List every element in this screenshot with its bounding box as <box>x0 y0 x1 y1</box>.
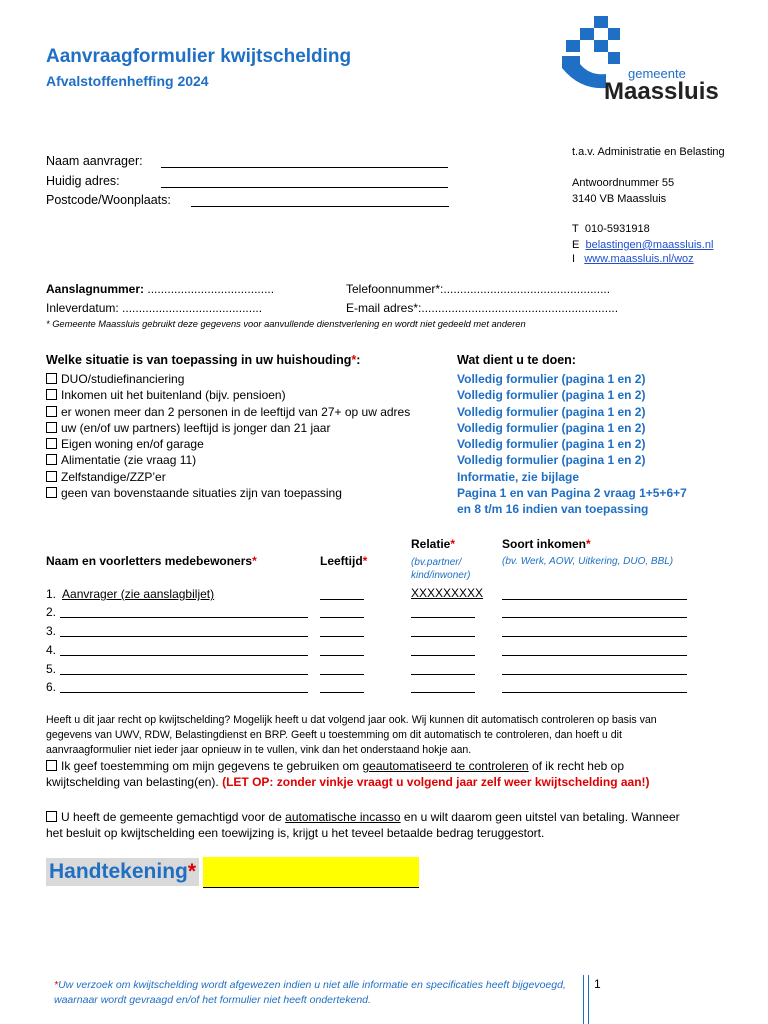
contact-antwoordnummer: Antwoordnummer 55 <box>572 177 675 189</box>
list-item[interactable] <box>46 452 410 468</box>
situatie-label: DUO/studiefinanciering <box>61 372 185 386</box>
table-row-number: 4. <box>46 643 57 657</box>
applicant-address-field[interactable] <box>161 175 448 188</box>
list-item[interactable] <box>46 485 410 501</box>
todo-item: Pagina 1 en van Pagina 2 vraag 1+5+6+7 <box>457 486 687 501</box>
checkbox[interactable] <box>46 389 57 400</box>
row-relatie-field[interactable] <box>411 680 475 693</box>
applicant-postcode-field[interactable] <box>191 194 449 207</box>
situatie-label: Zelfstandige/ZZP’er <box>61 469 166 484</box>
contact-attn: t.a.v. Administratie en Belasting <box>572 146 725 158</box>
row-inkomen-field[interactable] <box>502 624 687 637</box>
row-number: 1. <box>46 587 57 601</box>
consent-text-a: Ik geef toestemming om mijn gegevens te gebruiken om <box>61 759 363 773</box>
inlever-label: Inleverdatum: <box>46 301 119 315</box>
incasso-text-b: en u wilt daarom geen uitstel van betaling. Wanneer het besluit op kwijtschelding een toewijzing is, krijgt u het teveel betaalde bedrag teruggestort. <box>46 810 680 840</box>
footer-text: Uw verzoek om kwijtschelding wordt afgewezen indien u niet alle informatie en specificaties heeft bijgevoegd, waarnaar wordt gevraagd en/of het formulier niet heeft ondertekend. <box>54 979 566 1006</box>
required-star: * <box>252 554 257 568</box>
checkbox[interactable] <box>46 487 57 498</box>
todo-item-extra: en 8 t/m 16 indien van toepassing <box>457 502 649 517</box>
situatie-label: Inkomen uit het buitenland (bijv. pensioen) <box>61 388 286 403</box>
todo-list <box>457 371 687 518</box>
situatie-label: Eigen woning en/of garage <box>61 437 204 452</box>
privacy-note: * Gemeente Maassluis gebruikt deze gegevens voor aanvullende dienstverlening en wordt niet gedeeld met anderen <box>46 319 526 329</box>
applicant-address-label: Huidig adres: <box>46 174 120 188</box>
row-age-field[interactable] <box>320 662 364 675</box>
todo-item: Volledig formulier (pagina 1 en 2) <box>457 404 646 419</box>
row-name-field[interactable] <box>60 662 308 675</box>
consent-warning: (LET OP: zonder vinkje vraagt u volgend jaar zelf weer kwijtschelding aan!) <box>222 775 650 789</box>
row-name-field[interactable] <box>60 624 308 637</box>
row-age-field[interactable] <box>320 680 364 693</box>
page-subtitle: Afvalstoffenheffing 2024 <box>46 73 209 89</box>
page-number: 1 <box>594 977 601 991</box>
col-relatie-header <box>411 537 455 551</box>
list-item[interactable] <box>46 404 410 420</box>
tel-label: Telefoonnummer*: <box>346 282 444 296</box>
required-star: * <box>362 554 368 568</box>
row-relatie-field[interactable] <box>411 624 475 637</box>
todo-item: Volledig formulier (pagina 1 en 2) <box>457 453 646 468</box>
footer-note <box>54 978 574 1008</box>
row-relatie-value: XXXXXXXXX <box>411 586 484 600</box>
list-item[interactable] <box>46 371 410 387</box>
checkbox[interactable] <box>46 422 57 433</box>
web-prefix: I <box>572 253 576 265</box>
email-dots: ........................................................... <box>421 301 619 315</box>
row-age-field[interactable] <box>320 587 364 600</box>
signature-label-text: Handtekening <box>49 860 188 883</box>
applicant-name-label: Naam aanvrager: <box>46 154 143 168</box>
checkbox[interactable] <box>46 406 57 417</box>
row-age-field[interactable] <box>320 605 364 618</box>
contact-postcode: 3140 VB Maassluis <box>572 193 667 205</box>
todo-item: Volledig formulier (pagina 1 en 2) <box>457 420 646 435</box>
contact-phone <box>572 223 650 235</box>
aanslag-field[interactable] <box>46 282 274 296</box>
row-name-field[interactable] <box>60 605 308 618</box>
consent-link: geautomatiseerd te controleren <box>362 759 529 773</box>
checkbox[interactable] <box>46 811 57 822</box>
footer-divider <box>583 975 589 1024</box>
checkbox[interactable] <box>46 471 57 482</box>
col-age-header <box>320 554 367 568</box>
table-row-number: 6. <box>46 680 57 694</box>
email-field[interactable] <box>346 301 618 315</box>
col-inkomen-hint: (bv. Werk, AOW, Uitkering, DUO, BBL) <box>502 556 674 567</box>
required-star: * <box>586 537 591 551</box>
situatie-label: uw (en/of uw partners) leeftijd is jonger dan 21 jaar <box>61 420 331 435</box>
phone-number: 010-5931918 <box>584 223 650 235</box>
row-age-field[interactable] <box>320 624 364 637</box>
situatie-label: er wonen meer dan 2 personen in de leeftijd van 27+ op uw adres <box>61 404 411 419</box>
list-item[interactable] <box>46 387 410 403</box>
contact-web <box>572 253 694 265</box>
gemeente-logo <box>560 16 740 108</box>
email-label: E-mail adres*: <box>346 301 422 315</box>
applicant-postcode-label: Postcode/Woonplaats: <box>46 193 171 207</box>
checkbox[interactable] <box>46 373 57 384</box>
row-name-field[interactable] <box>60 680 308 693</box>
logo-gemeente-text: gemeente <box>628 66 686 81</box>
col-name-header <box>46 554 257 568</box>
incasso-text-a: U heeft de gemeente gemachtigd voor de <box>61 810 286 824</box>
row-inkomen-field[interactable] <box>502 587 687 600</box>
checkbox[interactable] <box>46 438 57 449</box>
required-star: * <box>450 537 456 551</box>
consent-paragraph: Heeft u dit jaar recht op kwijtschelding? Mogelijk heeft u dat volgend jaar ook. Wij kunnen dit automatisch controleren op basis van gegevens van UWV, RDW, Belastingdienst en BRP. Geeft u toestemming om dit automatisch te controleren, dan hoeft u dit aanvraagformulier niet ieder jaar opnieuw in te vullen, vink dan het onderstaand hokje aan. <box>46 714 657 756</box>
aanslag-dots: ...................................... <box>147 282 275 296</box>
todo-item: Volledig formulier (pagina 1 en 2) <box>457 388 646 403</box>
row-name-field[interactable] <box>60 643 308 656</box>
tel-field[interactable] <box>346 282 610 296</box>
list-item[interactable] <box>46 420 410 436</box>
required-star: * <box>351 353 357 367</box>
table-row-number: 5. <box>46 662 57 676</box>
todo-item: Volledig formulier (pagina 1 en 2) <box>457 372 646 386</box>
todo-heading: Wat dient u te doen: <box>457 353 576 367</box>
web-link[interactable]: www.maassluis.nl/woz <box>584 253 694 265</box>
row-inkomen-field[interactable] <box>502 680 687 693</box>
email-link[interactable]: belastingen@maassluis.nl <box>585 239 714 251</box>
row-inkomen-field[interactable] <box>502 643 687 656</box>
aanslag-label: Aanslagnummer: <box>46 282 145 296</box>
consent-text-b: of ik recht heb op kwijtschelding van belasting(en). <box>46 759 624 789</box>
consent-checkbox-item[interactable] <box>46 758 696 790</box>
col-name-label: Naam en voorletters medebewoners <box>46 554 253 568</box>
col-inkomen-header <box>502 537 591 551</box>
table-row-number: 2. <box>46 605 57 619</box>
col-age-label: Leeftijd <box>320 554 363 568</box>
list-item[interactable] <box>46 436 410 452</box>
row-relatie-field[interactable] <box>411 662 475 675</box>
incasso-link: automatische incasso <box>285 810 401 824</box>
list-item[interactable] <box>46 469 410 485</box>
situatie-colon: : <box>356 353 361 367</box>
col-relatie-hint: (bv.partner/ kind/inwoner) <box>411 557 471 581</box>
col-relatie-label: Relatie <box>411 537 451 551</box>
tel-dots: .................................................. <box>443 282 611 296</box>
row-relatie-field[interactable] <box>411 605 475 618</box>
signature-block <box>46 856 419 888</box>
phone-prefix: T <box>572 223 579 235</box>
inlever-dots: .......................................... <box>122 301 263 315</box>
checkbox[interactable] <box>46 454 57 465</box>
row-inkomen-field[interactable] <box>502 662 687 675</box>
col-inkomen-label: Soort inkomen <box>502 537 587 551</box>
row-inkomen-field[interactable] <box>502 605 687 618</box>
situatie-label: geen van bovenstaande situaties zijn van toepassing <box>61 486 342 501</box>
contact-email <box>572 239 713 251</box>
required-star: * <box>54 979 59 991</box>
row-name-aanvrager: Aanvrager (zie aanslagbiljet) <box>62 587 215 601</box>
signature-field[interactable] <box>203 857 419 888</box>
inlever-field[interactable] <box>46 301 262 315</box>
row-age-field[interactable] <box>320 643 364 656</box>
page-title: Aanvraagformulier kwijtschelding <box>46 46 352 67</box>
signature-label <box>46 858 199 886</box>
required-star: * <box>187 860 197 883</box>
situatie-heading-text: Welke situatie is van toepassing in uw huishouding <box>46 353 352 367</box>
todo-item: Volledig formulier (pagina 1 en 2) <box>457 437 646 452</box>
table-row-number: 3. <box>46 624 57 638</box>
incasso-checkbox-item[interactable] <box>46 809 696 841</box>
logo-name-text: Maassluis <box>604 78 719 105</box>
applicant-name-field[interactable] <box>161 155 448 168</box>
email-prefix: E <box>572 239 580 251</box>
checkbox[interactable] <box>46 760 57 771</box>
row-relatie-field[interactable] <box>411 643 475 656</box>
table-row <box>46 587 214 601</box>
situatie-list <box>46 371 410 501</box>
situatie-label: Alimentatie (zie vraag 11) <box>61 453 197 468</box>
situatie-heading <box>46 353 360 367</box>
todo-item: Informatie, zie bijlage <box>457 469 580 484</box>
